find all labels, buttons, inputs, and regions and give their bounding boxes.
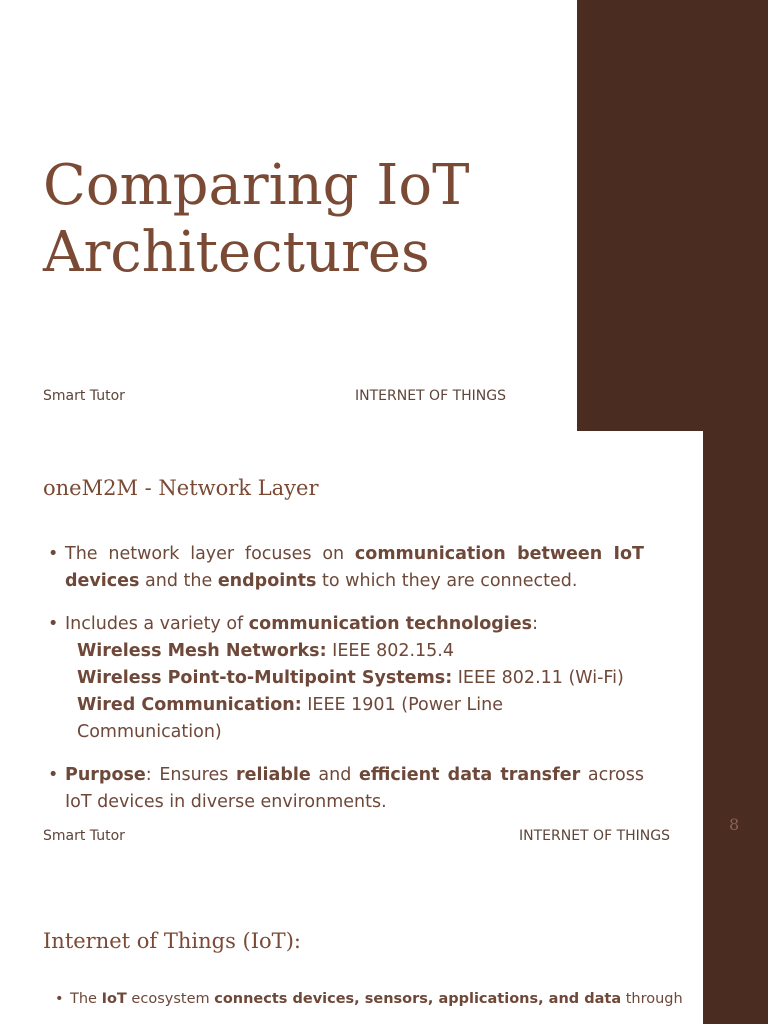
bullet-text: Includes a variety of (65, 614, 249, 634)
next-section-heading: Internet of Things (IoT): (43, 929, 301, 953)
bullet-bold: communication technologies (248, 614, 533, 634)
slide-title-line1: Comparing IoT (43, 153, 470, 218)
bullet-bold: communication between IoT devices (65, 544, 644, 591)
page-number: 8 (729, 815, 740, 834)
bullet-text: and the (139, 571, 218, 591)
list-item (55, 987, 683, 1011)
slide-title (43, 152, 469, 286)
sub-item-wired: Wired Communication: IEEE 1901 (Power Line Communication) (77, 695, 504, 742)
footer-left-top: Smart Tutor (43, 388, 125, 404)
footer-left-bottom: Smart Tutor (43, 828, 125, 844)
bullet-bold: reliable (236, 765, 311, 785)
slide-title-line2: Architectures (43, 220, 430, 285)
bullet-text: through (621, 991, 683, 1007)
list-item (48, 611, 644, 746)
list-item (48, 762, 644, 816)
decorative-brown-block-top (577, 0, 768, 431)
bullet-bold: endpoints (217, 571, 317, 591)
decorative-brown-block-side (703, 431, 768, 1024)
bullet-list (48, 541, 644, 832)
bullet-text: across IoT devices in diverse environments. (65, 765, 644, 812)
bullet-text: : (532, 614, 538, 634)
section-heading: oneM2M - Network Layer (43, 476, 319, 500)
bullet-text: The (70, 991, 102, 1007)
sub-item-wireless-mesh: Wireless Mesh Networks: IEEE 802.15.4 (77, 641, 454, 661)
bullet-bold: Purpose (65, 765, 146, 785)
bullet-bold: IoT (101, 991, 127, 1007)
bullet-text: The network layer focuses on (65, 544, 355, 564)
bullet-text: and (310, 765, 360, 785)
bullet-text: ecosystem (126, 991, 215, 1007)
footer-right-top: INTERNET OF THINGS (355, 388, 506, 404)
bullet-bold: efficient data transfer (359, 765, 581, 785)
bullet-text: : Ensures (145, 765, 237, 785)
next-bullet-list (55, 987, 683, 1011)
footer-right-bottom: INTERNET OF THINGS (519, 828, 670, 844)
list-item (48, 541, 644, 595)
bullet-text: to which they are connected. (316, 571, 578, 591)
sub-item-wireless-p2mp: Wireless Point-to-Multipoint Systems: IEEE 802.11 (Wi-Fi) (77, 668, 624, 688)
bullet-bold: connects devices, sensors, applications, and data (214, 991, 622, 1007)
